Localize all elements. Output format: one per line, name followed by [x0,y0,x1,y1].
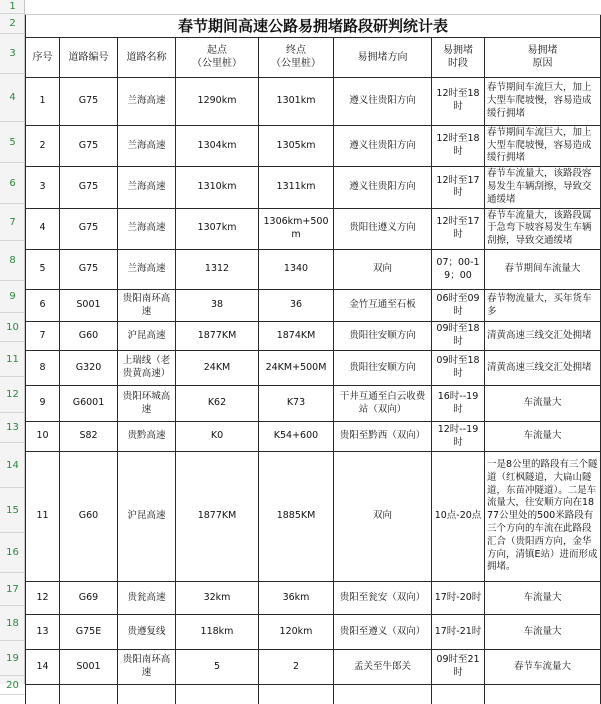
cell-start[interactable]: 1307km [176,208,259,249]
table-row [26,77,601,125]
row-number[interactable]: 6 [0,163,25,204]
row-number[interactable]: 8 [0,241,25,281]
row-number[interactable]: 14 [0,443,25,488]
cell-reason[interactable]: 春节车流量大，该路段属于急弯下坡容易发生车辆刮擦，导致交通缓堵 [485,208,601,249]
row-number[interactable]: 7 [0,204,25,241]
cell-end[interactable]: K73 [259,386,334,422]
cell-direction[interactable]: 双向 [334,250,432,290]
cell-name[interactable]: 兰海高速 [118,250,176,290]
empty-cell[interactable] [118,685,176,704]
cell-start[interactable]: 1877KM [176,322,259,351]
cell-name[interactable]: 贵黔高速 [118,422,176,452]
title-row [26,14,601,37]
cell-reason[interactable]: 车流量大 [485,422,601,452]
cell-seq[interactable]: 3 [26,167,60,208]
cell-start[interactable]: 1304km [176,125,259,166]
cell-period[interactable]: 16时--19时 [432,386,485,422]
cell-direction[interactable]: 干井互通至白云收费站（双向） [334,386,432,422]
cell-seq[interactable]: 13 [26,615,60,650]
empty-cell[interactable] [334,685,432,704]
header-reason[interactable]: 易拥堵 原因 [485,37,601,77]
row-number[interactable]: 20 [0,676,25,695]
row-number[interactable]: 2 [0,14,25,34]
cell-direction[interactable]: 贵阳至黔西（双向） [334,422,432,452]
table-row [26,351,601,386]
cell-period[interactable]: 06时至09时 [432,290,485,322]
cell-direction[interactable]: 孟关至牛郎关 [334,650,432,685]
row-number[interactable]: 17 [0,573,25,606]
cell-name[interactable]: 兰海高速 [118,77,176,125]
sheet-row-empty [26,0,601,14]
header-direction[interactable]: 易拥堵方向 [334,37,432,77]
cell-start[interactable]: 1290km [176,77,259,125]
cell-code[interactable]: S82 [60,422,118,452]
cell-end[interactable]: 1885KM [259,452,334,582]
cell-seq[interactable]: 12 [26,582,60,615]
row-number[interactable]: 16 [0,533,25,573]
cell-name[interactable]: 贵遵复线 [118,615,176,650]
empty-cell[interactable] [176,685,259,704]
cell-name[interactable]: 沪昆高速 [118,452,176,582]
cell-start[interactable]: 118km [176,615,259,650]
header-road-name[interactable]: 道路名称 [118,37,176,77]
cell-period[interactable]: 12时至17时 [432,167,485,208]
cell-start[interactable]: K62 [176,386,259,422]
cell-name[interactable]: 贵阳环城高速 [118,386,176,422]
cell-end[interactable]: 1301km [259,77,334,125]
cell-start[interactable]: 1310km [176,167,259,208]
table-row [26,582,601,615]
header-start[interactable]: 起点 （公里桩） [176,37,259,77]
cell-end[interactable]: 24KM+500M [259,351,334,386]
cell-name[interactable]: 沪昆高速 [118,322,176,351]
empty-cell[interactable] [26,685,60,704]
table-row [26,650,601,685]
row-number[interactable]: 11 [0,342,25,377]
cell-name[interactable]: 兰海高速 [118,167,176,208]
cell-seq[interactable]: 9 [26,386,60,422]
cell-reason[interactable]: 春节期间车流量大 [485,250,601,290]
cell-direction[interactable]: 金竹互通至石板 [334,290,432,322]
cell-reason[interactable]: 车流量大 [485,582,601,615]
empty-cell[interactable] [26,0,601,14]
empty-cell[interactable] [60,685,118,704]
table-row [26,208,601,249]
cell-start[interactable]: 24KM [176,351,259,386]
cell-code[interactable]: G60 [60,452,118,582]
empty-cell[interactable] [485,685,601,704]
table-row [26,422,601,452]
cell-reason[interactable]: 春节物流量大，买年货车多 [485,290,601,322]
cell-code[interactable]: G75 [60,77,118,125]
cell-start[interactable]: 1877KM [176,452,259,582]
cell-direction[interactable]: 贵阳往遵义方向 [334,208,432,249]
cell-reason[interactable]: 车流量大 [485,386,601,422]
cell-end[interactable]: 1311km [259,167,334,208]
cell-seq[interactable]: 8 [26,351,60,386]
cell-seq[interactable]: 7 [26,322,60,351]
cell-name[interactable]: 兰海高速 [118,208,176,249]
cell-period[interactable]: 09时至21时 [432,650,485,685]
stats-table [25,0,601,704]
cell-direction[interactable]: 贵阳往安顺方向 [334,322,432,351]
row-number[interactable]: 1 [0,0,25,14]
cell-code[interactable]: G69 [60,582,118,615]
cell-direction[interactable]: 贵阳往安顺方向 [334,351,432,386]
cell-seq[interactable]: 11 [26,452,60,582]
cell-reason[interactable]: 一是8公里的路段有三个隧道（红枫隧道，大扁山隧道，东苗冲隧道）。二是车流量大，往安顺方向在1877公里处的500米路段有三个方向的车流在此路段汇合（贵阳西方向，金华方向，清镇E站）进而形成拥堵。 [485,452,601,582]
cell-period[interactable]: 17时-21时 [432,615,485,650]
cell-start[interactable]: K0 [176,422,259,452]
header-seq[interactable]: 序号 [26,37,60,77]
cell-direction[interactable]: 贵阳至遵义（双向） [334,615,432,650]
cell-seq[interactable]: 5 [26,250,60,290]
cell-end[interactable]: K54+600 [259,422,334,452]
cell-end[interactable]: 36 [259,290,334,322]
table-row [26,290,601,322]
header-road-code[interactable]: 道路编号 [60,37,118,77]
cell-start[interactable]: 5 [176,650,259,685]
empty-cell[interactable] [432,685,485,704]
cell-start[interactable]: 32km [176,582,259,615]
cell-period[interactable]: 10点-20点 [432,452,485,582]
cell-code[interactable]: G60 [60,322,118,351]
cell-code[interactable]: G320 [60,351,118,386]
table-row [26,386,601,422]
cell-direction[interactable]: 双向 [334,452,432,582]
table-row [26,615,601,650]
cell-code[interactable]: S001 [60,290,118,322]
cell-period[interactable]: 09时至18时 [432,322,485,351]
cell-seq[interactable]: 14 [26,650,60,685]
cell-reason[interactable]: 春节期间车流巨大，加上大型车爬坡慢，容易造成缓行拥堵 [485,125,601,166]
cell-code[interactable]: G75 [60,250,118,290]
row-number-column [0,0,25,691]
cell-direction[interactable]: 遵义往贵阳方向 [334,77,432,125]
row-number[interactable]: 4 [0,74,25,122]
row-number[interactable]: 3 [0,34,25,74]
cell-period[interactable]: 09时至18时 [432,351,485,386]
empty-cell[interactable] [259,685,334,704]
cell-reason[interactable]: 春节期间车流巨大，加上大型车爬坡慢，容易造成缓行拥堵 [485,77,601,125]
table-title[interactable]: 春节期间高速公路易拥堵路段研判统计表 [26,14,601,37]
table-row [26,322,601,351]
cell-seq[interactable]: 10 [26,422,60,452]
cell-direction[interactable]: 遵义往贵阳方向 [334,167,432,208]
cell-name[interactable]: 贵阳南环高速 [118,290,176,322]
cell-end[interactable]: 36km [259,582,334,615]
cell-name[interactable]: 兰海高速 [118,125,176,166]
cell-period[interactable]: 12时--19时 [432,422,485,452]
row-number[interactable]: 13 [0,413,25,443]
cell-code[interactable]: G75 [60,208,118,249]
cell-reason[interactable]: 春节车流量大，该路段容易发生车辆刮擦，导致交通缓堵 [485,167,601,208]
cell-direction[interactable]: 贵阳至瓮安（双向） [334,582,432,615]
cell-seq[interactable]: 4 [26,208,60,249]
cell-seq[interactable]: 6 [26,290,60,322]
cell-seq[interactable]: 2 [26,125,60,166]
header-period[interactable]: 易拥堵 时段 [432,37,485,77]
cell-reason[interactable]: 车流量大 [485,615,601,650]
cell-seq[interactable]: 1 [26,77,60,125]
cell-end[interactable]: 1340 [259,250,334,290]
cell-start[interactable]: 1312 [176,250,259,290]
cell-reason[interactable]: 春节车流量大 [485,650,601,685]
cell-code[interactable]: G6001 [60,386,118,422]
table-row [26,250,601,290]
cell-end[interactable]: 120km [259,615,334,650]
header-end[interactable]: 终点 （公里桩） [259,37,334,77]
cell-reason[interactable]: 清黄高速三线交汇处拥堵 [485,351,601,386]
cell-code[interactable]: G75 [60,125,118,166]
cell-period[interactable]: 07；00-19；00 [432,250,485,290]
header-row [26,37,601,77]
cell-code[interactable]: S001 [60,650,118,685]
cell-reason[interactable]: 清黄高速三线交汇处拥堵 [485,322,601,351]
cell-name[interactable]: 上瑞线（老贵黄高速） [118,351,176,386]
row-number[interactable]: 9 [0,281,25,313]
cell-end[interactable]: 1874KM [259,322,334,351]
cell-name[interactable]: 贵瓮高速 [118,582,176,615]
cell-code[interactable]: G75 [60,167,118,208]
row-number[interactable]: 15 [0,488,25,533]
cell-period[interactable]: 12时至17时 [432,208,485,249]
row-number[interactable]: 18 [0,606,25,641]
cell-period[interactable]: 12时至18时 [432,125,485,166]
row-number[interactable]: 19 [0,641,25,676]
table-row [26,125,601,166]
cell-start[interactable]: 38 [176,290,259,322]
row-number[interactable]: 5 [0,122,25,163]
cell-code[interactable]: G75E [60,615,118,650]
table-row [26,452,601,497]
cell-end[interactable]: 2 [259,650,334,685]
row-number[interactable]: 10 [0,313,25,342]
cell-direction[interactable]: 遵义往贵阳方向 [334,125,432,166]
cell-end[interactable]: 1305km [259,125,334,166]
cell-period[interactable]: 12时至18时 [432,77,485,125]
sheet-row-empty [26,685,601,704]
cell-name[interactable]: 贵阳南环高速 [118,650,176,685]
cell-end[interactable]: 1306km+500m [259,208,334,249]
table-row [26,167,601,208]
cell-period[interactable]: 17时-20时 [432,582,485,615]
row-number[interactable]: 12 [0,377,25,413]
